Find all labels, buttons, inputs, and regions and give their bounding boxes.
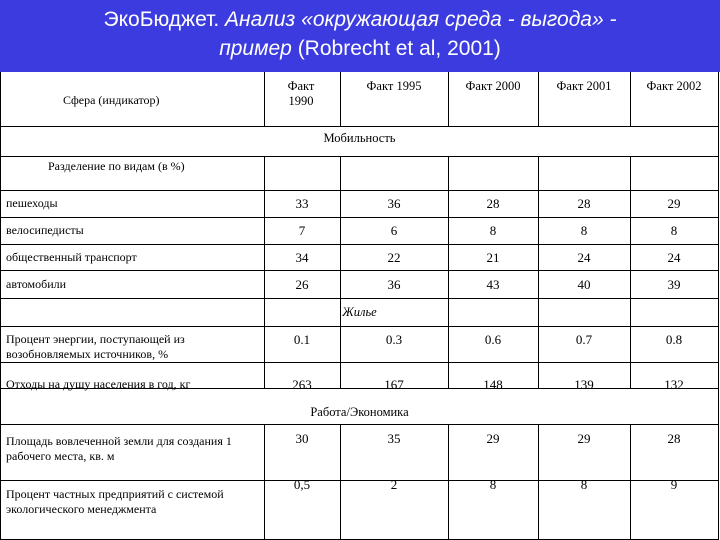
cell-value: 8 [489, 477, 497, 492]
hline [0, 326, 719, 327]
title-budget: Бюджет. [139, 8, 226, 31]
cell-value: 28 [486, 196, 500, 211]
hline [0, 362, 719, 363]
cell-value: 21 [486, 250, 500, 265]
row-label: общественный транспорт [6, 250, 137, 264]
cell-value: 33 [295, 196, 309, 211]
row-label: автомобили [6, 277, 67, 291]
cell-value: 34 [295, 250, 309, 265]
hline [0, 126, 719, 127]
title-example: пример [219, 37, 292, 60]
data-table [0, 72, 720, 540]
cell-value: 8 [489, 223, 497, 238]
section-mobility: Мобильность [323, 131, 396, 145]
column-header: Факт 1990 [287, 79, 315, 108]
cell-value: 28 [667, 431, 681, 446]
row-label: Отходы на душу населения в год, кг [6, 377, 191, 391]
hline [0, 424, 719, 425]
vline [264, 72, 265, 126]
cell-value: 26 [295, 277, 309, 292]
indicator-header: Сфера (индикатор) [63, 93, 160, 107]
cell-value: 167 [384, 377, 404, 392]
cell-value: 0.7 [575, 332, 593, 347]
row-label: Процент энергии, поступающей из возобновляемых источников, % [6, 332, 185, 361]
cell-value: 0.1 [293, 332, 311, 347]
cell-value: 6 [390, 223, 398, 238]
column-header: Факт 1995 [366, 79, 422, 93]
cell-value: 29 [667, 196, 681, 211]
hline [0, 217, 719, 218]
row-label: пешеходы [6, 196, 58, 210]
cell-value: 43 [486, 277, 500, 292]
section-housing: Жилье [342, 305, 377, 319]
cell-value: 0.8 [665, 332, 683, 347]
column-header: Факт 2002 [646, 79, 702, 93]
title-analysis: Анализ «окружающая среда - выгода» - [225, 8, 617, 31]
cell-value: 8 [580, 477, 588, 492]
row-label: Площадь вовлеченной земли для создания 1 рабочего места, кв. м [6, 434, 232, 463]
section-work: Работа/Экономика [310, 405, 409, 419]
cell-value: 8 [670, 223, 678, 238]
cell-value: 24 [577, 250, 591, 265]
cell-value: 9 [670, 477, 678, 492]
cell-value: 30 [295, 431, 309, 446]
cell-value: 7 [298, 223, 306, 238]
title-line-2 [0, 34, 720, 63]
cell-value: 148 [483, 377, 503, 392]
cell-value: 0.6 [484, 332, 502, 347]
cell-value: 29 [486, 431, 500, 446]
column-header: Факт 2001 [556, 79, 612, 93]
row-label: велосипедисты [6, 223, 84, 237]
cell-value: 28 [577, 196, 591, 211]
cell-value: 263 [292, 377, 312, 392]
title-citation: (Robrecht et al, 2001) [291, 37, 501, 60]
cell-value: 36 [387, 196, 401, 211]
cell-value: 39 [667, 277, 681, 292]
column-header: Факт 2000 [465, 79, 521, 93]
cell-value: 36 [387, 277, 401, 292]
hline [0, 190, 719, 191]
cell-value: 139 [574, 377, 594, 392]
cell-value: 29 [577, 431, 591, 446]
cell-value: 22 [387, 250, 401, 265]
hline [0, 156, 719, 157]
cell-value: 35 [387, 431, 401, 446]
slide-title [0, 0, 720, 72]
section-mobility-sub: Разделение по видам (в %) [48, 159, 185, 173]
hline [0, 270, 719, 271]
cell-value: 0.3 [385, 332, 403, 347]
hline [0, 244, 719, 245]
cell-value: 2 [390, 477, 398, 492]
title-eco: Эко [103, 8, 140, 31]
hline [0, 298, 719, 299]
cell-value: 8 [580, 223, 588, 238]
cell-value: 40 [577, 277, 591, 292]
cell-value: 0,5 [293, 477, 311, 492]
cell-value: 132 [664, 377, 684, 392]
cell-value: 24 [667, 250, 681, 265]
title-line-1 [0, 5, 720, 34]
row-label: Процент частных предприятий с системой экологического менеджмента [6, 487, 224, 516]
